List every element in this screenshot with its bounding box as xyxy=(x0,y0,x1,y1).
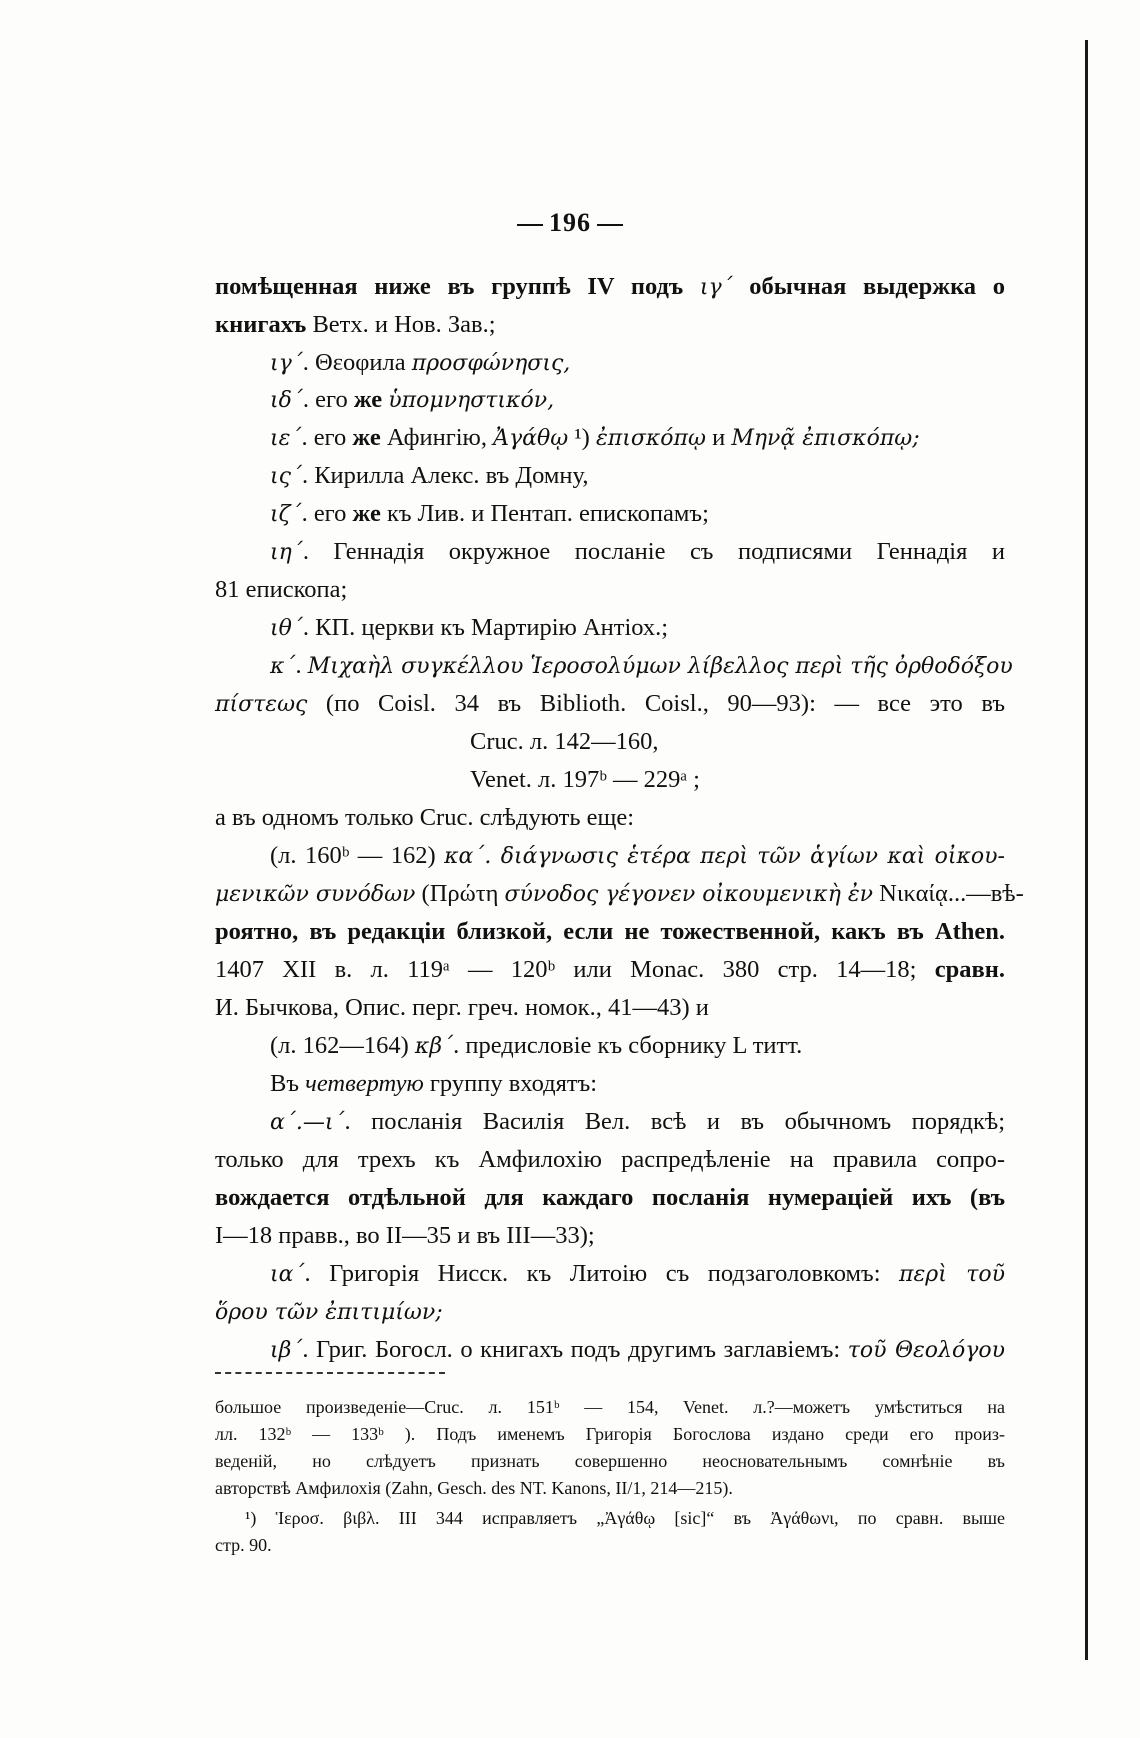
footnote-line: стр. 90. xyxy=(215,1535,272,1555)
text-span: σύνοδος γέγονεν οἰκουμενικὴ ἐν xyxy=(504,882,874,907)
text-span: προσφώνησις, xyxy=(411,351,571,376)
text-span: ιδ΄ xyxy=(270,388,303,413)
text-line xyxy=(470,727,1005,757)
text-span: κ΄ xyxy=(270,654,296,679)
text-span: Ἀγάθῳ xyxy=(493,426,569,451)
text-span: . Кирилла Алекс. въ Домну, xyxy=(301,462,589,489)
text-span: πίστεως xyxy=(215,692,308,717)
text-line xyxy=(270,499,1005,530)
text-span: только для трехъ къ Амфилохію распредѣленіе на правила сопро- xyxy=(215,1146,1005,1173)
text-span: а въ одномъ только Cruc. слѣдують еще: xyxy=(215,804,635,831)
text-span: 1407 XII в. л. 119ᵃ — 120ᵇ или Monac. 380 стр. 14—18; xyxy=(215,956,935,983)
text-span: α΄.—ι΄ xyxy=(270,1110,345,1135)
text-span: Μιχαὴλ συγκέλλου Ἱεροσολύμων λίβελλος περὶ τῆς ὀρθοδόξου xyxy=(307,654,1013,679)
text-span: . КП. церкви къ Мартирію Антіох.; xyxy=(302,614,669,641)
text-span: Афингію, xyxy=(380,424,494,451)
text-line xyxy=(270,461,1005,492)
text-span: Venet. л. 197ᵇ — 229ᵃ ; xyxy=(470,766,700,793)
text-line xyxy=(270,651,1013,682)
text-span: . Григ. Богосл. о книгахъ подъ другимъ заглавіемъ: xyxy=(302,1336,848,1363)
text-line xyxy=(215,1183,1005,1213)
text-span: ιγ΄ xyxy=(699,275,733,300)
footnote-line: ¹) Ἱεροσ. βιβλ. III 344 исправляетъ „Ἀγάθῳ [sic]“ въ Ἀγάθωνι, по сравн. выше xyxy=(245,1508,1005,1528)
footnote-line: лл. 132ᵇ — 133ᵇ ). Подъ именемъ Григорія Богослова издано среди его произ- xyxy=(215,1424,1005,1444)
text-span: сравн. xyxy=(934,956,1005,983)
text-line xyxy=(215,803,1005,833)
text-span: И. Бычкова, Опис. перг. греч. номок., 41—43) и xyxy=(215,994,709,1021)
text-span: же xyxy=(353,386,383,413)
text-line xyxy=(215,689,1005,720)
text-span: . xyxy=(295,652,308,679)
text-span: (л. 162—164) xyxy=(270,1032,415,1059)
text-span: ἐπισκόπῳ xyxy=(595,426,706,451)
text-span: (л. 160ᵇ — 162) xyxy=(270,842,445,869)
text-span: . его xyxy=(301,424,353,451)
text-span: I—18 правв., во II—35 и въ III—33); xyxy=(215,1222,595,1249)
text-span: же xyxy=(352,500,381,527)
text-span: ιβ΄ xyxy=(270,1338,303,1363)
text-span: книгахъ xyxy=(215,311,313,338)
text-span: ὅρου τῶν ἐπιτιμίων; xyxy=(215,1300,443,1325)
text-span: 81 епископа; xyxy=(215,576,348,603)
text-line xyxy=(215,879,1024,910)
text-span: ις΄ xyxy=(270,464,302,489)
text-span: Νικαίᾳ...—вѣ- xyxy=(873,880,1024,907)
text-span: и xyxy=(705,424,732,451)
text-span: . посланія Василія Вел. всѣ и въ обычномъ порядкѣ; xyxy=(344,1108,1005,1135)
text-span: помѣщенная ниже въ группѣ IV подъ xyxy=(215,273,700,300)
text-span: ιγ΄ xyxy=(270,351,303,376)
footnote-line: авторствѣ Амфилохія (Zahn, Gesch. des NT. Kanons, II/1, 214—215). xyxy=(215,1478,733,1498)
text-line xyxy=(270,423,1005,454)
text-span: τοῦ Θεολόγου xyxy=(847,1338,1005,1363)
text-line xyxy=(270,841,1005,872)
text-span: Μηνᾷ ἐπισκόπῳ; xyxy=(731,426,920,451)
text-span: κβ΄ xyxy=(414,1034,454,1059)
text-line xyxy=(215,1145,1005,1175)
text-line xyxy=(270,385,1005,416)
text-line xyxy=(215,917,1005,947)
text-span: Cruc. л. 142—160, xyxy=(470,728,659,755)
text-line xyxy=(215,1221,1005,1251)
text-span: къ Лив. и Пентап. епископамъ; xyxy=(380,500,709,527)
text-span: ιζ΄ xyxy=(270,502,302,527)
text-span: . его xyxy=(302,386,354,413)
text-line xyxy=(215,575,1005,605)
footnote-separator xyxy=(215,1372,445,1374)
text-line xyxy=(270,613,1005,644)
text-span: Ветх. и Нов. Зав.; xyxy=(312,311,496,338)
text-span: . Θεοφила xyxy=(302,349,412,376)
text-line xyxy=(270,537,1005,568)
text-span: роятно, въ редакціи близкой, если не тожественной, какъ въ Athen. xyxy=(215,918,1005,945)
text-span: κα΄. διάγνωσις ἑτέρα περὶ τῶν ἁγίων καὶ οἰκου- xyxy=(444,844,1005,869)
text-line xyxy=(215,1297,1005,1328)
text-span: ιε΄ xyxy=(270,426,302,451)
text-span: . его xyxy=(301,500,353,527)
text-span: четвертую xyxy=(305,1070,424,1097)
text-span: обычная выдержка о xyxy=(732,273,1005,300)
text-span: ὑπομνηστικόν, xyxy=(388,388,555,413)
text-line xyxy=(270,1031,1005,1062)
text-line xyxy=(270,1259,1005,1290)
footnote-line: большое произведеніе—Cruc. л. 151ᵇ — 154, Venet. л.?—можетъ умѣститься на xyxy=(215,1397,1005,1417)
text-line xyxy=(215,272,1005,303)
text-span: (по Coisl. 34 въ Biblioth. Coisl., 90—93): — все это въ xyxy=(307,690,1005,717)
text-line xyxy=(215,993,1005,1023)
text-line xyxy=(270,1335,1005,1366)
text-span: вождается отдѣльной для каждаго посланія нумераціей ихъ (въ xyxy=(215,1184,1005,1211)
page-edge-line xyxy=(1085,40,1088,1660)
footnote-line: веденій, но слѣдуетъ признать совершенно неосновательнымъ сомнѣніе въ xyxy=(215,1451,1005,1471)
text-line xyxy=(270,1107,1005,1138)
text-line xyxy=(270,348,1005,379)
text-span: (Πρώτη xyxy=(415,880,505,907)
text-span: . предисловіе къ сборнику L титт. xyxy=(453,1032,803,1059)
text-line xyxy=(270,1069,1005,1099)
text-span: ια΄ xyxy=(270,1262,305,1287)
text-line xyxy=(470,765,1005,795)
page-number: 196 xyxy=(0,208,1140,238)
text-line xyxy=(215,310,1005,340)
text-span: ιθ΄ xyxy=(270,616,303,641)
text-line xyxy=(215,955,1005,985)
text-span: . Григорія Нисск. къ Литоію съ подзаголовкомъ: xyxy=(304,1260,900,1287)
text-span: же xyxy=(352,424,381,451)
text-span: περὶ τοῦ xyxy=(899,1262,1006,1287)
text-span: μενικῶν συνόδων xyxy=(215,882,416,907)
text-span: ιη΄ xyxy=(270,540,303,565)
text-span: . Геннадія окружное посланіе съ подписями Геннадія и xyxy=(302,538,1005,565)
text-span: Въ xyxy=(270,1070,306,1097)
text-span: группу входятъ: xyxy=(423,1070,598,1097)
text-span: ¹) xyxy=(568,424,596,451)
